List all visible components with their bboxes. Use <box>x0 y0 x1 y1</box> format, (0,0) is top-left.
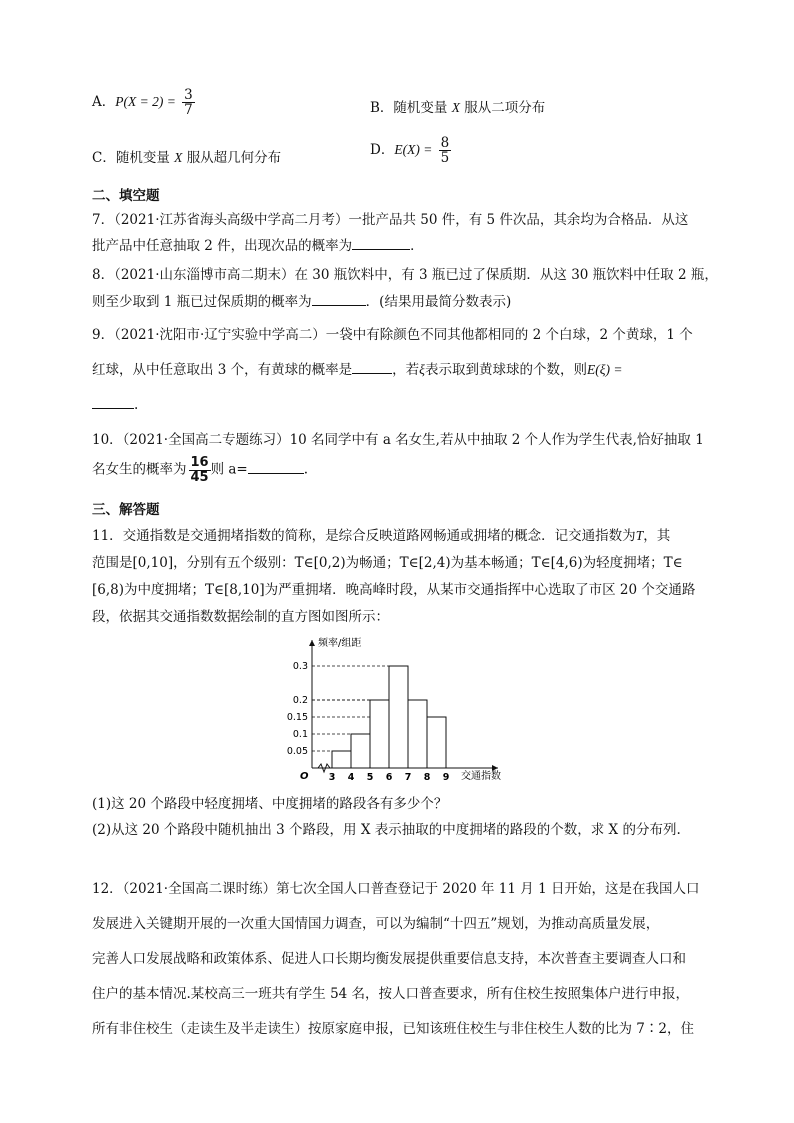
histogram-bar <box>408 700 427 768</box>
option-b <box>370 96 545 116</box>
y-tick-label: 0.1 <box>292 729 308 740</box>
option-d-num: 8 <box>440 135 450 151</box>
q10-fraction <box>189 456 211 484</box>
histogram-bar <box>427 717 446 768</box>
q9-line2 <box>92 358 622 378</box>
q9-text: 红球，从中任意取出 3 个，有黄球的概率是 <box>92 362 353 378</box>
q11-sub2: (2)从这 20 个路段中随机抽出 3 个路段，用 X 表示抽取的中度拥堵的路段的个数，求 X 的分布列. <box>92 822 681 838</box>
q7-answer-blank[interactable] <box>352 237 410 250</box>
q9-line3 <box>92 396 138 413</box>
histogram-chart <box>278 632 518 782</box>
option-a-fraction <box>182 88 195 117</box>
q10-text: 名女生的概率为 <box>92 461 187 478</box>
x-tick-label: 4 <box>347 772 355 783</box>
x-tick-label: 6 <box>385 772 393 783</box>
q8-text: 则至少取到 1 瓶已过保质期的概率为 <box>92 294 312 310</box>
q12-line1: 12．（2021·全国高二课时练）第七次全国人口普查登记于 2020 年 11 月 1 日开始，这是在我国人口 <box>92 881 700 897</box>
q9-end: . <box>134 397 139 413</box>
q11-line4: 段，依据其交通指数数据绘制的直方图如图所示： <box>92 609 389 625</box>
q9-answer-blank-2[interactable] <box>92 396 134 409</box>
q11-text-2: ，其 <box>643 528 671 544</box>
q10-den: 45 <box>190 469 209 485</box>
option-b-var: X <box>451 100 460 115</box>
option-d-e: E <box>394 142 403 158</box>
q11-var: T <box>635 528 644 543</box>
q10-end: . <box>303 461 309 478</box>
x-axis-label: 交通指数 <box>461 771 501 782</box>
option-a-den: 7 <box>184 102 193 119</box>
origin-label: O <box>300 771 309 782</box>
option-a <box>92 88 195 117</box>
q11-line2: 范围是[0,10]，分别有五个级别：T∈[0,2)为畅通；T∈[2,4)为基本畅通；T∈[4,6)为轻度拥堵；T∈ <box>92 555 683 571</box>
option-c <box>92 146 281 166</box>
histogram-bar <box>389 666 408 768</box>
q10-line2 <box>92 456 308 484</box>
q11-line3: [6,8)为中度拥堵；T∈[8,10]为严重拥堵．晚高峰时段，从某市交通指挥中心选取了市区 20 个交通路 <box>92 582 696 598</box>
histogram-bar <box>370 700 389 768</box>
q7-line1: 7．（2021·江苏省海头高级中学高二月考）一批产品共 50 件，有 5 件次品，其余均为合格品．从这 <box>92 212 689 228</box>
q10-num: 16 <box>190 455 209 470</box>
option-c-text: 服从超几何分布 <box>186 150 282 166</box>
y-tick-label: 0.05 <box>286 746 308 757</box>
y-tick-label: 0.15 <box>286 712 308 723</box>
option-d-fraction <box>439 136 452 165</box>
q12-line3: 完善人口发展战略和政策体系、促进人口长期均衡发展提供重要信息支持，本次普查主要调查人口和 <box>92 951 686 967</box>
section-heading-fill-in: 二、填空题 <box>92 188 160 204</box>
histogram-bar <box>332 751 351 768</box>
q10-answer-blank[interactable] <box>248 461 304 474</box>
q12-line4: 住户的基本情况.某校高三一班共有学生 54 名，按人口普查要求，所有住校生按照集体户进行申报， <box>92 986 690 1002</box>
histogram-bar <box>351 734 370 768</box>
option-d-expr: (X) = <box>402 142 433 158</box>
option-d-den: 5 <box>440 150 450 167</box>
option-c-label: C．随机变量 <box>92 150 170 166</box>
section-heading-solution: 三、解答题 <box>92 502 160 518</box>
q12-line2: 发展进入关键期开展的一次重大国情国力调查，可以为编制“十四五”规划，为推动高质量发展， <box>92 916 660 932</box>
q9-line1: 9．（2021·沈阳市·辽宁实验中学高二）一袋中有除颜色不同其他都相同的 2 个白球，2 个黄球，1 个 <box>92 327 693 343</box>
q11-text: 11．交通指数是交通拥堵指数的简称，是综合反映道路网畅通或拥堵的概念．记交通指数为 <box>92 528 636 544</box>
y-axis-label: 频率/组距 <box>318 638 362 649</box>
option-a-label: A． <box>92 94 116 111</box>
y-tick-label: 0.2 <box>292 695 308 706</box>
option-b-label: B．随机变量 <box>370 100 448 116</box>
q8-answer-blank[interactable] <box>312 293 366 306</box>
q12-line5: 所有非住校生（走读生及半走读生）按原家庭申报，已知该班住校生与非住校生人数的比为 7∶2，住 <box>92 1021 694 1037</box>
x-tick-label: 5 <box>366 772 374 783</box>
y-tick-label: 0.3 <box>292 661 308 672</box>
q10-text-2: 则 a= <box>210 461 248 478</box>
q9-answer-blank-1[interactable] <box>352 361 392 374</box>
option-b-text: 服从二项分布 <box>464 100 546 116</box>
q7-end: ． <box>410 238 424 254</box>
option-a-p: P <box>115 94 124 110</box>
q8-line2 <box>92 290 511 310</box>
q7-line2 <box>92 234 424 254</box>
q9-var: ξ <box>419 362 425 377</box>
option-d-label: D． <box>370 142 395 159</box>
q9-text-2: ，若 <box>392 362 420 378</box>
q11-sub1: (1)这 20 个路段中轻度拥堵、中度拥堵的路段各有多少个？ <box>92 796 448 812</box>
x-tick-label: 9 <box>442 772 450 783</box>
option-c-var: X <box>174 150 183 165</box>
x-tick-label: 3 <box>328 772 336 783</box>
q10-line1: 10．（2021·全国高二专题练习）10 名同学中有 a 名女生,若从中抽取 2 个人作为学生代表,恰好抽取 1 <box>92 432 704 448</box>
q11-line1 <box>92 524 670 544</box>
q8-line1: 8．（2021·山东淄博市高二期末）在 30 瓶饮料中，有 3 瓶已过了保质期．从这 30 瓶饮料中任取 2 瓶， <box>92 267 718 283</box>
option-a-num: 3 <box>184 87 193 103</box>
q9-text-3: 表示取到黄球球的个数，则 <box>424 362 587 378</box>
option-a-expr: (X = 2) = <box>123 94 176 110</box>
option-d <box>370 136 451 165</box>
q8-end: ．(结果用最简分数表示) <box>365 294 512 310</box>
x-tick-label: 8 <box>423 772 431 783</box>
q7-text: 批产品中任意抽取 2 件，出现次品的概率为 <box>92 238 353 254</box>
x-tick-label: 7 <box>404 772 412 783</box>
q9-expectation: E(ξ) = <box>586 362 623 377</box>
